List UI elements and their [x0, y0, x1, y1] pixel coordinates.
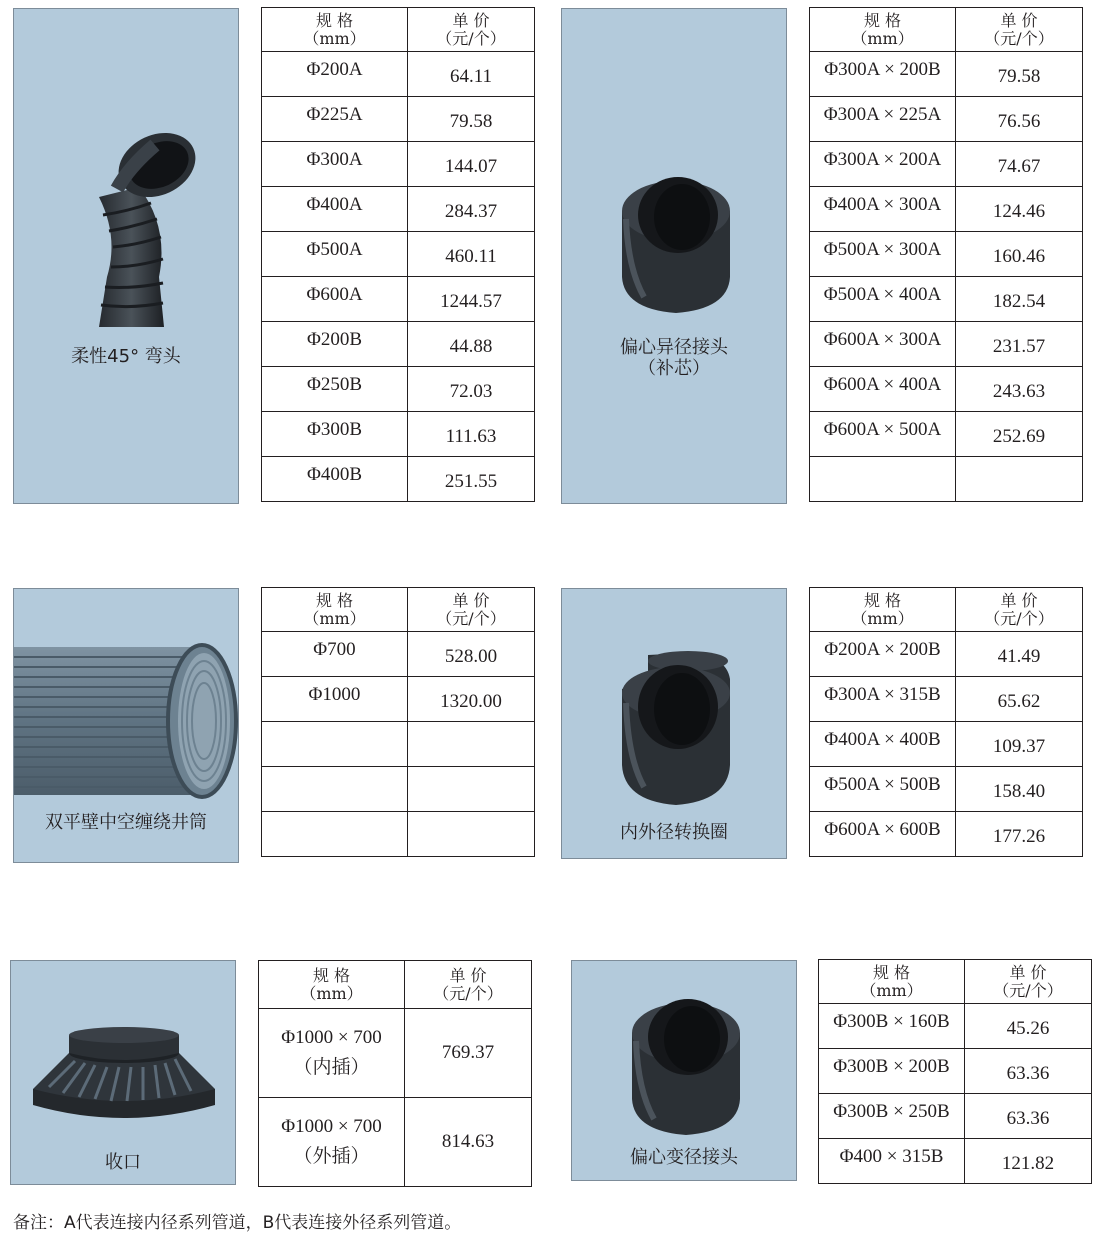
price-table — [258, 960, 532, 1187]
table-row — [262, 187, 535, 232]
price-cell: 45.26 — [965, 1004, 1092, 1049]
table-row — [810, 632, 1083, 677]
table-row — [810, 52, 1083, 97]
price-table — [809, 7, 1083, 502]
spec-cell — [810, 457, 956, 502]
price-cell: 65.62 — [956, 677, 1083, 722]
table-row — [262, 722, 535, 767]
price-cell — [408, 767, 535, 812]
price-header: 单 价 （元/个） — [956, 8, 1083, 52]
table-row — [262, 412, 535, 457]
spec-header: 规 格 （mm） — [262, 588, 408, 632]
price-table — [261, 587, 535, 857]
price-cell: 79.58 — [956, 52, 1083, 97]
product-name: 内外径转换圈 — [620, 822, 728, 843]
spec-cell: Φ1000 × 700 （内插） — [259, 1009, 405, 1098]
spec-cell: Φ300B × 250B — [819, 1094, 965, 1139]
price-header: 单 价 （元/个） — [965, 960, 1092, 1004]
table-row — [262, 142, 535, 187]
spec-cell: Φ600A × 300A — [810, 322, 956, 367]
reducer-ring-icon — [614, 169, 738, 319]
price-cell: 63.36 — [965, 1049, 1092, 1094]
table-row — [819, 1094, 1092, 1139]
spec-cell: Φ250B — [262, 367, 408, 412]
price-cell: 182.54 — [956, 277, 1083, 322]
price-cell: 460.11 — [408, 232, 535, 277]
price-cell: 1244.57 — [408, 277, 535, 322]
price-cell — [956, 457, 1083, 502]
price-header: 单 价 （元/个） — [956, 588, 1083, 632]
spec-cell — [262, 767, 408, 812]
price-cell: 41.49 — [956, 632, 1083, 677]
product-panel-eccentric-reducer-insert — [561, 8, 787, 504]
price-cell — [408, 812, 535, 857]
table-row — [262, 812, 535, 857]
table-row — [810, 767, 1083, 812]
product-panel-elbow — [13, 8, 239, 504]
cone-reducer-icon — [29, 1027, 219, 1127]
product-name: 偏心变径接头 — [630, 1147, 738, 1168]
table-row — [262, 97, 535, 142]
spec-cell: Φ300A × 315B — [810, 677, 956, 722]
spec-cell — [262, 812, 408, 857]
price-cell: 111.63 — [408, 412, 535, 457]
table-row — [819, 1139, 1092, 1184]
table-row — [262, 277, 535, 322]
spec-cell: Φ400 × 315B — [819, 1139, 965, 1184]
adapter-ring-icon — [614, 649, 738, 809]
product-panel-adapter-ring — [561, 588, 787, 859]
price-cell — [408, 722, 535, 767]
table-row — [262, 322, 535, 367]
price-header: 单 价 （元/个） — [405, 961, 532, 1009]
spec-cell: Φ200A × 200B — [810, 632, 956, 677]
table-row — [810, 457, 1083, 502]
price-cell: 177.26 — [956, 812, 1083, 857]
table-row — [259, 1009, 532, 1098]
product-name: 偏心异径接头 （补芯） — [620, 337, 728, 379]
price-cell: 124.46 — [956, 187, 1083, 232]
product-panel-well-shaft — [13, 588, 239, 863]
table-row — [810, 367, 1083, 412]
spec-header: 规 格 （mm） — [810, 588, 956, 632]
table-row — [262, 232, 535, 277]
table-row — [810, 722, 1083, 767]
price-cell: 74.67 — [956, 142, 1083, 187]
corrugated-pipe-icon — [14, 641, 239, 801]
spec-cell: Φ500A × 300A — [810, 232, 956, 277]
table-row — [810, 677, 1083, 722]
spec-header: 规 格 （mm） — [259, 961, 405, 1009]
price-cell: 231.57 — [956, 322, 1083, 367]
price-cell: 76.56 — [956, 97, 1083, 142]
price-cell: 79.58 — [408, 97, 535, 142]
spec-header: 规 格 （mm） — [819, 960, 965, 1004]
table-row — [819, 1004, 1092, 1049]
price-cell: 63.36 — [965, 1094, 1092, 1139]
price-cell: 109.37 — [956, 722, 1083, 767]
spec-cell: Φ300B × 200B — [819, 1049, 965, 1094]
spec-cell: Φ700 — [262, 632, 408, 677]
price-cell: 284.37 — [408, 187, 535, 232]
spec-cell: Φ600A × 400A — [810, 367, 956, 412]
spec-cell: Φ300A × 200A — [810, 142, 956, 187]
table-row — [262, 52, 535, 97]
product-name: 柔性45° 弯头 — [71, 346, 181, 367]
price-table — [261, 7, 535, 502]
table-row — [262, 632, 535, 677]
spec-cell: Φ500A × 500B — [810, 767, 956, 812]
table-row — [262, 767, 535, 812]
product-name: 双平壁中空缠绕井筒 — [45, 812, 207, 833]
price-cell: 528.00 — [408, 632, 535, 677]
spec-header: 规 格 （mm） — [262, 8, 408, 52]
table-row — [810, 187, 1083, 232]
price-header: 单 价 （元/个） — [408, 8, 535, 52]
spec-cell: Φ600A — [262, 277, 408, 322]
spec-cell: Φ400B — [262, 457, 408, 502]
price-header: 单 价 （元/个） — [408, 588, 535, 632]
price-cell: 64.11 — [408, 52, 535, 97]
reducer-ring-icon — [624, 991, 748, 1141]
spec-cell: Φ200A — [262, 52, 408, 97]
price-cell: 243.63 — [956, 367, 1083, 412]
spec-cell: Φ500A — [262, 232, 408, 277]
spec-cell: Φ300B — [262, 412, 408, 457]
price-cell: 44.88 — [408, 322, 535, 367]
spec-cell: Φ225A — [262, 97, 408, 142]
price-table — [809, 587, 1083, 857]
spec-cell: Φ1000 × 700 （外插） — [259, 1098, 405, 1187]
price-cell: 769.37 — [405, 1009, 532, 1098]
spec-cell: Φ500A × 400A — [810, 277, 956, 322]
spec-cell: Φ600A × 600B — [810, 812, 956, 857]
price-cell: 251.55 — [408, 457, 535, 502]
table-row — [262, 457, 535, 502]
spec-cell: Φ400A × 300A — [810, 187, 956, 232]
elbow-pipe-icon — [59, 127, 209, 337]
product-panel-eccentric-reducer — [571, 960, 797, 1181]
spec-cell — [262, 722, 408, 767]
spec-cell: Φ300A × 225A — [810, 97, 956, 142]
table-row — [262, 367, 535, 412]
table-row — [810, 812, 1083, 857]
price-cell: 144.07 — [408, 142, 535, 187]
product-panel-cone-reducer — [10, 960, 236, 1185]
price-cell: 160.46 — [956, 232, 1083, 277]
table-row — [810, 412, 1083, 457]
price-cell: 252.69 — [956, 412, 1083, 457]
spec-cell: Φ400A — [262, 187, 408, 232]
spec-header: 规 格 （mm） — [810, 8, 956, 52]
price-table — [818, 959, 1092, 1184]
price-cell: 814.63 — [405, 1098, 532, 1187]
footnote: 备注：A代表连接内径系列管道，B代表连接外径系列管道。 — [13, 1213, 462, 1233]
spec-cell: Φ300A × 200B — [810, 52, 956, 97]
table-row — [819, 1049, 1092, 1094]
table-row — [262, 677, 535, 722]
spec-cell: Φ1000 — [262, 677, 408, 722]
table-row — [810, 142, 1083, 187]
table-row — [810, 232, 1083, 277]
spec-cell: Φ200B — [262, 322, 408, 367]
table-row — [259, 1098, 532, 1187]
spec-cell: Φ300B × 160B — [819, 1004, 965, 1049]
table-row — [810, 277, 1083, 322]
table-row — [810, 97, 1083, 142]
spec-cell: Φ400A × 400B — [810, 722, 956, 767]
price-cell: 158.40 — [956, 767, 1083, 812]
price-cell: 72.03 — [408, 367, 535, 412]
spec-cell: Φ300A — [262, 142, 408, 187]
price-cell: 121.82 — [965, 1139, 1092, 1184]
product-name: 收口 — [105, 1152, 141, 1173]
price-cell: 1320.00 — [408, 677, 535, 722]
table-row — [810, 322, 1083, 367]
spec-cell: Φ600A × 500A — [810, 412, 956, 457]
